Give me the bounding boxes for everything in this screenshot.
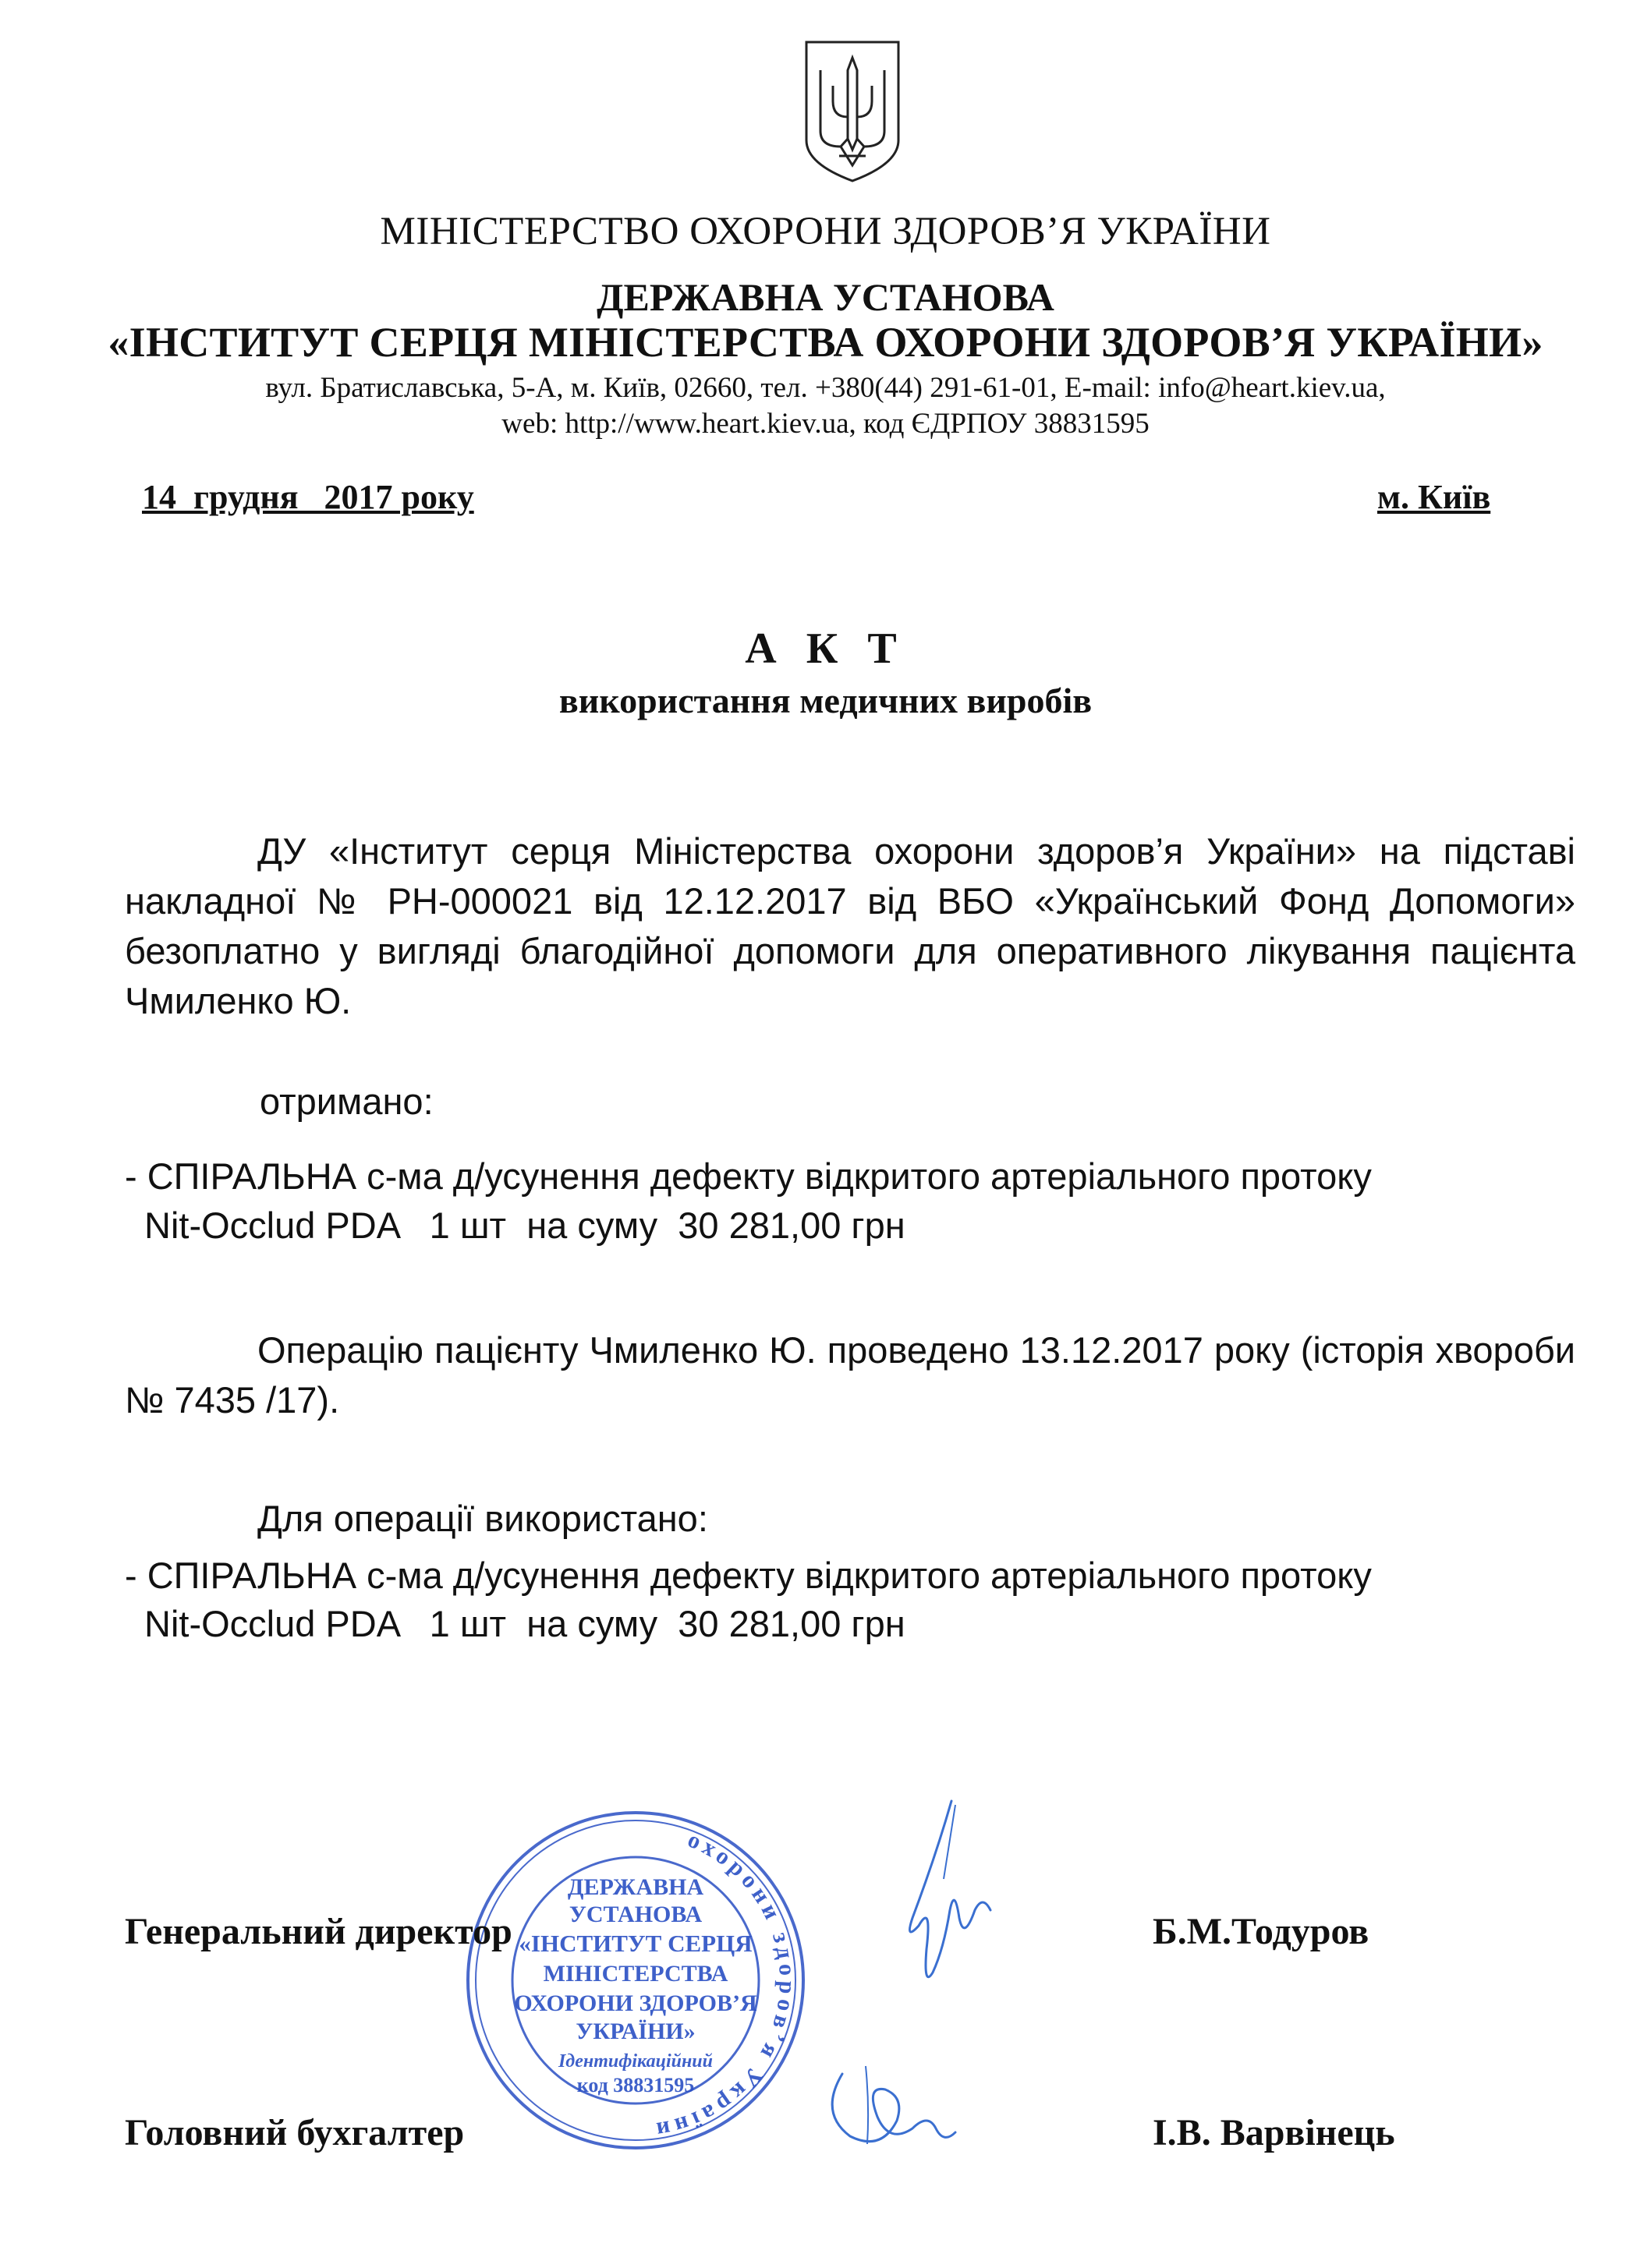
received-item-line-2: Nit-Occlud PDA 1 шт на суму 30 281,00 грн <box>144 1205 905 1246</box>
act-subtitle: використання медичних виробів <box>558 681 1093 720</box>
accountant-name: І.В. Варвінець <box>1153 2112 1395 2153</box>
document-date: 14 грудня 2017 року <box>142 478 474 516</box>
used-item-line-1: - СПІРАЛЬНА с-ма д/усунення дефекту відкритого артеріального протоку <box>125 1555 1372 1596</box>
svg-text:МІНІСТЕРСТВА: МІНІСТЕРСТВА <box>543 1961 728 1987</box>
address-line-1: вул. Братиславська, 5-А, м. Київ, 02660, тел. +380(44) 291-61-01, E-mail: info@heart.kiev.ua, <box>265 372 1386 404</box>
intro-paragraph: ДУ «Інститут серця Міністерства охорони здоров’я України» на підставі накладної № РН-000021 від 12.12.2017 від ВБО «Український Фонд Допомоги» безоплатно у вигляді благодійної допомоги для оперативного лікування пацієнта Чмиленко Ю. <box>125 830 1575 1021</box>
used-item-line-2: Nit-Occlud PDA 1 шт на суму 30 281,00 грн <box>144 1603 905 1644</box>
svg-text:ОХОРОНИ ЗДОРОВ’Я: ОХОРОНИ ЗДОРОВ’Я <box>514 1990 757 2016</box>
official-stamp <box>460 1805 811 2156</box>
address-line-2: web: http://www.heart.kiev.ua, код ЄДРПОУ 38831595 <box>501 408 1150 440</box>
institution-type: ДЕРЖАВНА УСТАНОВА <box>597 275 1054 319</box>
received-item-line-1: - СПІРАЛЬНА с-ма д/усунення дефекту відкритого артеріального протоку <box>125 1155 1372 1197</box>
operation-paragraph: Операцію пацієнту Чмиленко Ю. проведено 13.12.2017 року (історія хвороби № 7435 /17). <box>125 1329 1575 1421</box>
director-name: Б.М.Тодуров <box>1153 1911 1369 1952</box>
act-title: А К Т <box>745 624 906 673</box>
received-label: отримано: <box>260 1081 434 1122</box>
institution-name: «ІНСТИТУТ СЕРЦЯ МІНІСТЕРСТВА ОХОРОНИ ЗДОРОВ’Я УКРАЇНИ» <box>108 319 1543 366</box>
document-city: м. Київ <box>1377 478 1491 516</box>
svg-text:«ІНСТИТУТ СЕРЦЯ: «ІНСТИТУТ СЕРЦЯ <box>519 1930 753 1957</box>
svg-text:УСТАНОВА: УСТАНОВА <box>569 1902 703 1927</box>
svg-text:УКРАЇНИ»: УКРАЇНИ» <box>576 2019 696 2044</box>
used-label: Для операції використано: <box>257 1498 708 1539</box>
accountant-signature <box>811 2043 967 2160</box>
ministry-name: МІНІСТЕРСТВО ОХОРОНИ ЗДОРОВ’Я УКРАЇНИ <box>380 210 1271 253</box>
svg-text:Ідентифікаційний: Ідентифікаційний <box>558 2051 714 2072</box>
svg-text:охорони здоров’я України: охорони здоров’я України <box>650 1826 801 2144</box>
accountant-title: Головний бухгалтер <box>125 2112 465 2153</box>
director-signature <box>858 1793 1014 2004</box>
director-title: Генеральний директор <box>125 1911 512 1952</box>
svg-text:ДЕРЖАВНА: ДЕРЖАВНА <box>567 1874 704 1900</box>
svg-text:код 38831595: код 38831595 <box>576 2074 695 2096</box>
trident-emblem-icon <box>802 39 903 184</box>
